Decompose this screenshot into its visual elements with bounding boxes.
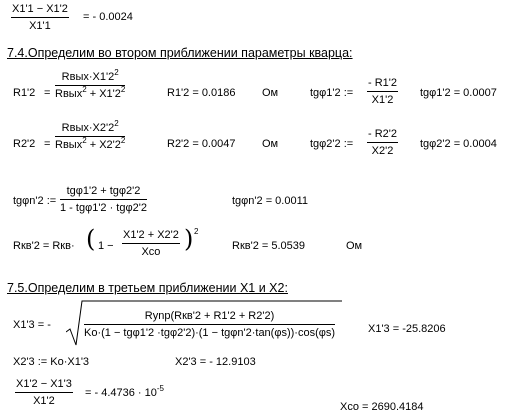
rkv-unit: Ом <box>346 240 363 252</box>
r1-fraction <box>55 68 126 100</box>
rkv-lhs: Rкв'2 = Rкв· <box>13 240 75 252</box>
fraction-denominator: Xco <box>141 246 161 258</box>
fraction-numerator: - R1'2 <box>367 78 398 92</box>
fraction-denominator: X1'2 <box>371 94 394 106</box>
fraction-numerator: tgφ1'2 + tgφ2'2 <box>60 186 147 200</box>
section-7-4-heading: 7.4.Определим во втором приближении параметры кварца: <box>7 46 353 60</box>
fraction-numerator: X1'2 + X2'2 <box>122 230 180 244</box>
x23-result: X2'3 = - 12.9103 <box>175 356 256 368</box>
fraction-numerator: $Rвых\cdot X2'2^2$ <box>55 123 125 137</box>
r2-equals: = <box>44 138 51 150</box>
fraction-denominator: X1'1 <box>29 20 51 32</box>
fraction-denominator: Rвых$^2$ + $X2'2^2$ <box>55 136 126 151</box>
x13-result: X1'3 = -25.8206 <box>368 323 446 335</box>
tgn-fraction <box>60 186 147 214</box>
r1-lhs: R1'2 <box>13 87 36 99</box>
tg1-fraction <box>367 78 398 106</box>
x13-fraction <box>84 311 335 339</box>
left-paren: ( <box>86 225 96 253</box>
tgn-lhs: tgφn'2 := <box>13 195 57 207</box>
r2-lhs: R2'2 <box>13 138 36 150</box>
fraction-numerator: $Rвых\cdot X1'2^2$ <box>55 72 125 86</box>
tg2-fraction <box>367 129 398 157</box>
r2-result: R2'2 = 0.0047 <box>167 138 236 150</box>
r1-equals: = <box>44 87 51 99</box>
x23-lhs: X2'3 := Ko·X1'3 <box>13 356 90 368</box>
ratio-x1-fraction <box>11 4 69 32</box>
tg2-lhs: tgφ2'2 := <box>310 138 354 150</box>
fraction-denominator: Ko·(1 − tgφ1'2 ·tgφ2'2)·(1 − tgφn'2·tan(φs))·cos(φs) <box>84 327 336 339</box>
rkv-fraction <box>122 230 180 258</box>
x13-lhs: X1'3 = - <box>13 319 51 331</box>
section-7-5-heading: 7.5.Определим в третьем приближении X1 и X2: <box>7 281 288 295</box>
rkv-exponent: 2 <box>194 227 199 236</box>
r2-fraction <box>55 119 126 151</box>
fraction-denominator: X1'2 <box>33 395 55 407</box>
right-paren: ) <box>184 225 194 253</box>
fraction-numerator: X1'1 − X1'2 <box>11 4 69 18</box>
tg2-result: tgφ2'2 = 0.0004 <box>420 138 497 150</box>
ratio-x1-result: = - 0.0024 <box>83 11 133 23</box>
r1-result: R1'2 = 0.0186 <box>167 87 236 99</box>
ratio-x12-result: = - $4.4736 \cdot 10^{-5}$ <box>85 384 164 399</box>
fraction-denominator: Rвых$^2$ + $X1'2^2$ <box>55 85 126 100</box>
fraction-denominator: 1 - tgφ1'2 · tgφ2'2 <box>60 202 147 214</box>
rkv-result: Rкв'2 = 5.0539 <box>232 240 305 252</box>
fraction-numerator: Rynp(Rкв'2 + R1'2 + R2'2) <box>84 311 335 325</box>
rkv-one-minus: 1 − <box>98 240 114 252</box>
r2-unit: Ом <box>262 138 279 150</box>
xco-result: Xco = 2690.4184 <box>340 401 424 413</box>
fraction-numerator: - R2'2 <box>367 129 398 143</box>
ratio-x12-fraction <box>15 379 73 407</box>
fraction-numerator: X1'2 − X1'3 <box>15 379 73 393</box>
fraction-denominator: X2'2 <box>371 145 394 157</box>
tg1-result: tgφ1'2 = 0.0007 <box>420 87 497 99</box>
r1-unit: Ом <box>262 87 279 99</box>
tg1-lhs: tgφ1'2 := <box>310 87 354 99</box>
tgn-result: tgφn'2 = 0.0011 <box>232 195 309 207</box>
